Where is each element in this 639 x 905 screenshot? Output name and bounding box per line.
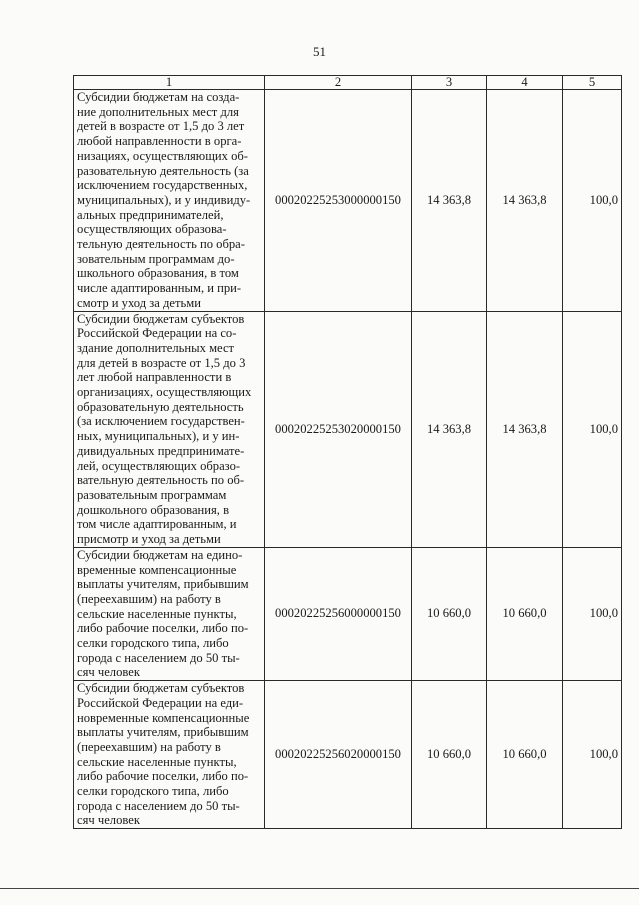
column-header-2: 2	[265, 76, 412, 90]
description-line: Субсидии бюджетам субъектов	[77, 311, 245, 326]
description-line: детей в возрасте от 1,5 до 3 лет	[77, 119, 245, 134]
description-line: временные компенсационные	[77, 562, 237, 577]
description-line: либо рабочие поселки, либо по-	[77, 621, 249, 636]
column-header-1: 1	[74, 76, 265, 90]
description-line: числе адаптированным, и при-	[77, 281, 242, 296]
description-line: зовательным программам до-	[77, 251, 235, 266]
budget-code-cell: 00020225253020000150	[265, 311, 412, 547]
description-line: осуществляющих образова-	[77, 222, 227, 237]
table-row	[74, 681, 622, 829]
description-line: вательную деятельность по об-	[77, 473, 245, 488]
description-line: сельские населенные пункты,	[77, 606, 237, 621]
budget-code-cell: 00020225253000000150	[265, 90, 412, 312]
description-line: тельную деятельность по обра-	[77, 237, 245, 252]
column-header-3: 3	[412, 76, 487, 90]
description-line: селки городского типа, либо	[77, 784, 229, 799]
description-line: смотр и уход за детьми	[77, 295, 201, 310]
percent-cell: 100,0	[563, 547, 622, 680]
description-line: разовательную деятельность (за	[77, 163, 249, 178]
description-line: Субсидии бюджетам субъектов	[77, 681, 245, 696]
description-line: разовательным программам	[77, 487, 227, 502]
description-line: сяч человек	[77, 665, 140, 680]
description-line: новременные компенсационные	[77, 710, 250, 725]
description-line: выплаты учителям, прибывшим	[77, 725, 249, 740]
description-line: муниципальных), и у индивиду-	[77, 192, 251, 207]
description-line: сельские населенные пункты,	[77, 754, 237, 769]
description-line: исключением государственных,	[77, 178, 248, 193]
description-line: для детей в возрасте от 1,5 до 3	[77, 355, 246, 370]
actual-value-cell: 10 660,0	[487, 547, 563, 680]
description-line: либо рабочие поселки, либо по-	[77, 769, 249, 784]
percent-cell: 100,0	[563, 90, 622, 312]
description-line: школьного образования, в том	[77, 266, 239, 281]
percent-cell: 100,0	[563, 311, 622, 547]
percent-cell: 100,0	[563, 681, 622, 829]
description-line: Российской Федерации на со-	[77, 326, 237, 341]
description-line: (переехавшим) на работу в	[77, 591, 221, 606]
description-line: Российской Федерации на еди-	[77, 695, 244, 710]
description-line: том числе адаптированным, и	[77, 517, 237, 532]
description-line: селки городского типа, либо	[77, 636, 229, 651]
description-line: альных предпринимателей,	[77, 207, 224, 222]
description-line: организациях, осуществляющих	[77, 385, 252, 400]
description-line: ных, муниципальных), и у ин-	[77, 429, 240, 444]
description-line: города с населением до 50 ты-	[77, 798, 240, 813]
description-line: (за исключением государствен-	[77, 414, 245, 429]
description-line: сяч человек	[77, 813, 140, 828]
page-bottom-rule	[0, 888, 639, 889]
row-description	[74, 547, 265, 680]
plan-value-cell: 14 363,8	[412, 90, 487, 312]
row-description	[74, 681, 265, 829]
row-description	[74, 311, 265, 547]
plan-value-cell: 10 660,0	[412, 681, 487, 829]
table-row	[74, 90, 622, 312]
actual-value-cell: 10 660,0	[487, 681, 563, 829]
description-line: лей, осуществляющих образо-	[77, 458, 241, 473]
description-line: (переехавшим) на работу в	[77, 739, 221, 754]
description-line: Субсидии бюджетам на едино-	[77, 547, 243, 562]
description-line: дошкольного образования, в	[77, 502, 230, 517]
table-header-row	[74, 76, 622, 90]
description-line: города с населением до 50 ты-	[77, 650, 240, 665]
page-number: 51	[313, 44, 326, 59]
description-line: выплаты учителям, прибывшим	[77, 577, 249, 592]
description-line: присмотр и уход за детьми	[77, 532, 221, 547]
description-line: лет любой направленности в	[77, 370, 232, 385]
description-line: ние дополнительных мест для	[77, 104, 239, 119]
budget-code-cell: 00020225256020000150	[265, 681, 412, 829]
plan-value-cell: 14 363,8	[412, 311, 487, 547]
description-line: дивидуальных предпринимате-	[77, 443, 245, 458]
description-line: Субсидии бюджетам на созда-	[77, 90, 240, 104]
table-body	[74, 90, 622, 829]
actual-value-cell: 14 363,8	[487, 90, 563, 312]
description-line: здание дополнительных мест	[77, 340, 235, 355]
description-line: любой направленности в орга-	[77, 134, 242, 149]
column-header-5: 5	[563, 76, 622, 90]
column-header-4: 4	[487, 76, 563, 90]
description-line: образовательную деятельность	[77, 399, 244, 414]
table-row	[74, 547, 622, 680]
budget-table	[73, 75, 622, 829]
row-description	[74, 90, 265, 312]
actual-value-cell: 14 363,8	[487, 311, 563, 547]
budget-code-cell: 00020225256000000150	[265, 547, 412, 680]
description-line: низациях, осуществляющих об-	[77, 148, 248, 163]
table-row	[74, 311, 622, 547]
plan-value-cell: 10 660,0	[412, 547, 487, 680]
